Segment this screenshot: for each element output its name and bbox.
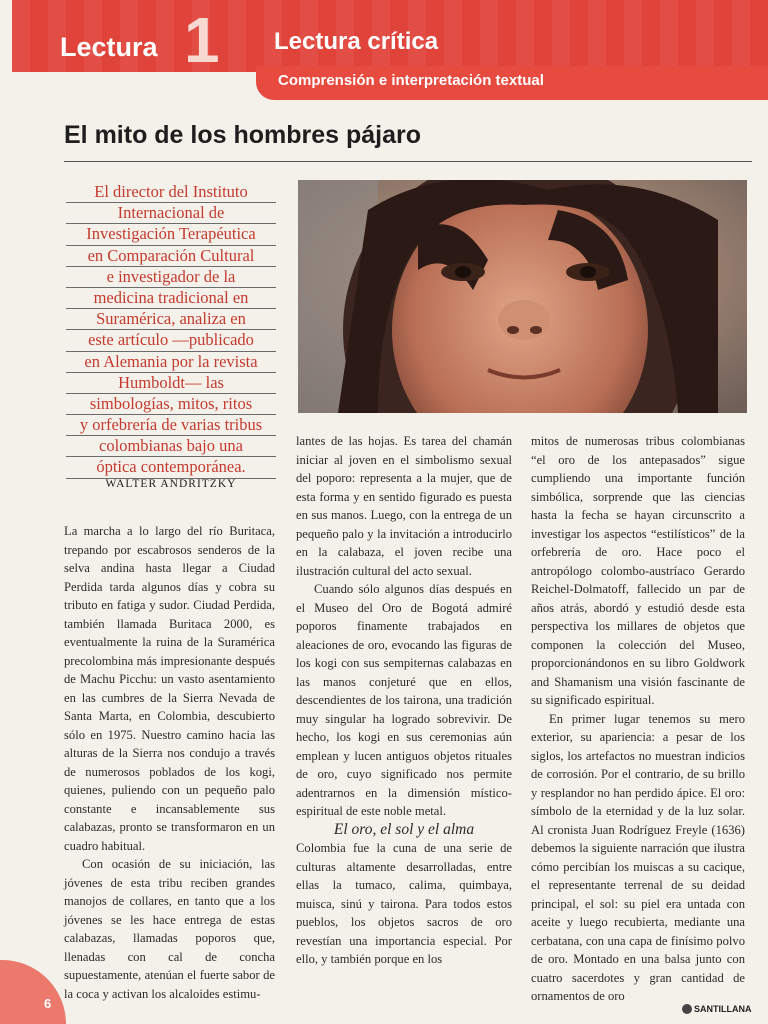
publisher-name: SANTILLANA [694,1004,752,1014]
lectura-label: Lectura [60,32,158,62]
title-rule [64,161,752,162]
intro-line: y orfebrería de varias tribus [66,415,276,436]
intro-line: Internacional de [66,203,276,224]
paragraph: La marcha a lo largo del río Buritaca, trepando por escabrosos senderos de la selva andina hasta llegar a Ciudad Perdida tarda algunos días y cobra su tributo en fatiga y sudor. Ciudad Perdida, también llamada Buritaca 2000, es eventualmente la ruina de la Suramérica precolombina más impresionante después de Machu Picchu: un vasto asentamiento en las cumbres de la Sierra Nevada de Santa Marta, en Colombia, descubierto sólo en 1975. Nuestro camino hacia las alturas de la Sierra nos condujo a través de numerosos poblados de los kogi, quienes, puliendo con un pequeño palo constante e incansablemente sus calabazas, pronto se transformaron en un cuadro habitual. [64,524,275,853]
page-number: 6 [44,996,52,1011]
portrait-image [298,180,747,413]
intro-line: e investigador de la [66,267,276,288]
column-1 [64,522,275,1003]
section-title: Lectura crítica [274,28,439,55]
intro-line: Investigación Terapéutica [66,224,276,245]
intro-line: Suramérica, analiza en [66,309,276,330]
lectura-number: 1 [184,4,220,76]
intro-line: Humboldt— las [66,373,276,394]
intro-line: colombianas bajo una [66,436,276,457]
column-3 [531,432,745,1006]
paragraph: lantes de las hojas. Es tarea del chamán iniciar al joven en el simbolismo sexual del poporo: representa a la mujer, que de esta forma y en sentido figurado es puesta en sus manos. Luego, con la entrega de un pequeño palo y la invitación a introducirlo en la calabaza, el joven recibe una ilustración cultural del acto sexual. [296,434,512,578]
section-subtitle: Comprensión e interpretación textual [278,72,544,89]
author-byline: WALTER ANDRITZKY [105,478,237,490]
intro-line: El director del Instituto [66,182,276,203]
girl-portrait-photo [298,180,747,413]
paragraph: mitos de numerosas tribus colombianas “el oro de los antepasados” sigue cumpliendo una importante función simbólica, sorprende que las ciencias hasta la fecha se hayan circunscrito a investigar los aspectos “estilísticos” de la orfebrería de oro. Hace poco el antropólogo colombo-austríaco Gerardo Reichel-Dolmatoff, fallecido un par de años atrás, abordó y estudió desde esta perspectiva los millares de objetos que componen la colección del Museo, proporcionándonos en su libro Goldwork and Shamanism una visión fascinante de su significado espiritual. [531,434,745,707]
paragraph: Con ocasión de su iniciación, las jóvenes de esta tribu reciben grandes manojos de collares, en tanto que a los jóvenes se les hace entrega de estas calabazas, llamadas poporos que, llenadas con cal de concha supuestamente, atenúan el fuerte sabor de la coca y activan los alcaloides estimu- [64,857,275,1001]
page-number-tab [0,960,66,1024]
intro-line: simbologías, mitos, ritos [66,394,276,415]
section-subheading: El oro, el sol y el alma [333,820,475,838]
publisher-logo-icon [682,1004,692,1014]
article-title: El mito de los hombres pájaro [64,121,422,149]
chapter-header [12,0,768,103]
paragraph: Colombia fue la cuna de una serie de culturas altamente desarrolladas, entre ellas la tumaco, calima, quimbaya, muisca, sinú y tairona. Para todos estos pueblos, los objetos sacros de oro revestían una importancia especial. Por ello, y también porque en los [296,841,512,966]
intro-summary [66,182,276,479]
paragraph: En primer lugar tenemos su mero exterior, su apariencia: a pesar de los siglos, los artefactos no muestran indicios de corrosión. Por el contrario, de su brillo y resplandor no han perdido ápice. El oro: símbolo de la eternidad y de la luz solar. Al cronista Juan Rodríguez Freyle (1636) debemos la siguiente narración que ilustra cómo percibían los muiscas a su cacique, el representante terrenal de su deidad principal, el sol: su piel era untada con aceite y luego recubierta, mediante una cerbatana, con una capa de finísimo polvo de oro. Montado en una balsa junto con cuatro sacerdotes y gran cantidad de ornamentos de oro [531,711,745,1003]
intro-line: este artículo —publicado [66,330,276,351]
column-2 [296,432,512,969]
intro-line: en Comparación Cultural [66,246,276,267]
intro-line: óptica contemporánea. [66,457,276,478]
paragraph: Cuando sólo algunos días después en el Museo del Oro de Bogotá admiré poporos finamente trabajados en aleaciones de oro, evocando las figuras de los kogi con sus sempiternas calabazas en las manos conjeturé que en ellos, descendientes de los tairona, una tradición muy singular ha logrado sobrevivir. De hecho, los kogi en sus ceremonias aún emplean y lucen antiguos objetos rituales de oro, cuyo significado nos permite adentrarnos en la dimensión místico-espiritual de este noble metal. [296,582,512,818]
intro-line: en Alemania por la revista [66,352,276,373]
intro-line: medicina tradicional en [66,288,276,309]
